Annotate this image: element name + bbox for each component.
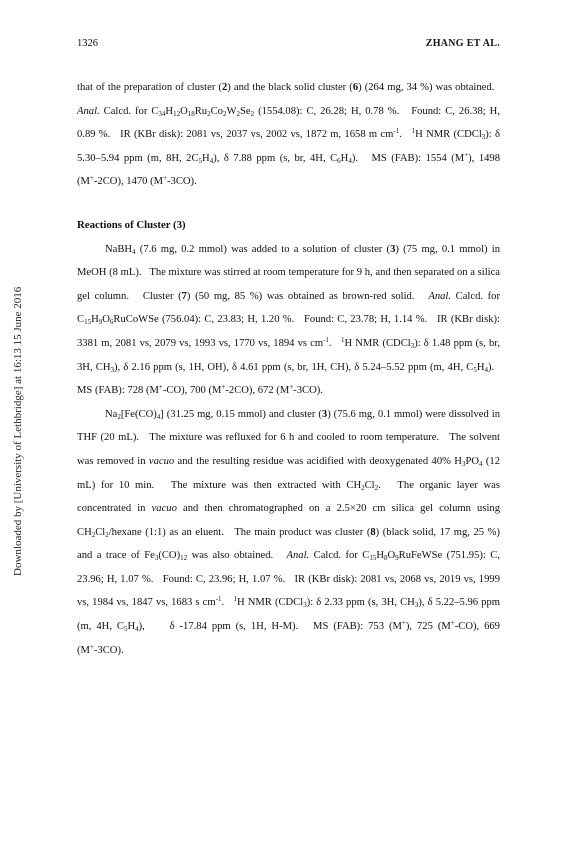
section-heading: Reactions of Cluster (3) xyxy=(77,218,186,231)
running-header xyxy=(77,38,500,54)
paragraph-cluster-8: $Na_2[Fe(CO)_4]$ (31.25 mg, 0.15 mmol) and cluster (3) (75.6 mg, 0.1 mmol) were dissolved in THF (20 mL). The mixture was refluxed for 6 h and cooled to room temperature. The solvent was removed in vacuo and the resulting residue was acidified with deoxygenated 40% $H_3PO_4$ (12 mL) for 10 min. The mixture was then extracted with $CH_2Cl_2$. The organic layer was concentrated in vacuo and then chromatographed on a 2.5×20 cm silica gel column using $CH_2Cl_2$/hexane (1:1) as an eluent. The main product was cluster (8) (black solid, 17 mg, 25 %) and a trace of $Fe_3(CO)_{12}$ was also obtained. Anal. Calcd. for $C_{15}H_8O_9RuFeWSe$ (751.95): C, 23.96; H, 1.07 %. Found: C, 23.96; H, 1.07 %. IR (KBr disk): 2081 vs, 2068 vs, 2019 vs, 1999 vs, 1984 vs, 1847 vs, 1683 s $cm^{-1}$. $^1$H NMR (CDCl$_3$): δ 2.33 ppm (s, 3H, $CH_3$), δ 5.22–5.96 ppm (m, 4H, $C_5H_4$), δ -17.84 ppm (s, 1H, H-M). MS (FAB): 753 (M+), 725 (M+-CO), 669 (M+-3CO). xyxy=(77,408,501,656)
article-body xyxy=(77,76,500,662)
page-number: 1326 xyxy=(77,38,98,49)
download-notice-text: Downloaded by [University of Lethbridge] at 16:13 15 June 2016 xyxy=(12,286,24,576)
paragraph-cluster-7: NaBH$_4$ (7.6 mg, 0.2 mmol) was added to a solution of cluster (3) (75 mg, 0.1 mmol) in MeOH (8 mL). The mixture was stirred at room temperature for 9 h, and then separated on a silica gel column. Cluster (7) (50 mg, 85 %) was obtained as brown-red solid. Anal. Calcd. for $C_{15}H_9O_6RuCoWSe$ (756.04): C, 23.83; H, 1.20 %. Found: C, 23.78; H, 1.14 %. IR (KBr disk): 3381 m, 2081 vs, 2079 vs, 1993 vs, 1770 vs, 1894 vs $cm^{-1}$. $^1$H NMR (CDCl$_3$): δ 1.48 ppm (s, br, 3H, $CH_3$), δ 2.16 ppm (s, 1H, OH), δ 4.61 ppm (s, br, 1H, CH), δ 5.24–5.52 ppm (m, 4H, $C_5H_4$). MS (FAB): 728 (M+-CO), 700 (M+-2CO), 672 (M+-3CO). xyxy=(77,243,501,397)
paragraph-cluster-6: that of the preparation of cluster (2) and the black solid cluster (6) (264 mg, 34 %) was obtained. Anal. Calcd. for $C_{34}H_{12}O_{18}Ru_2Co_2W_2Se_2$ (1554.08): C, 26.28; H, 0.78 %. Found: C, 26.38; H, 0.89 %. IR (KBr disk): 2081 vs, 2037 vs, 2002 vs, 1872 m, 1658 m $cm^{-1}$. $^1$H NMR (CDCl$_3$): δ 5.30–5.94 ppm (m, 8H, $2C_5H_4$), δ 7.88 ppm (s, br, 4H, $C_6H_4$). MS (FAB): 1554 (M+), 1498 (M+-2CO), 1470 (M+-3CO). xyxy=(77,82,501,188)
running-authors: ZHANG ET AL. xyxy=(425,38,500,49)
